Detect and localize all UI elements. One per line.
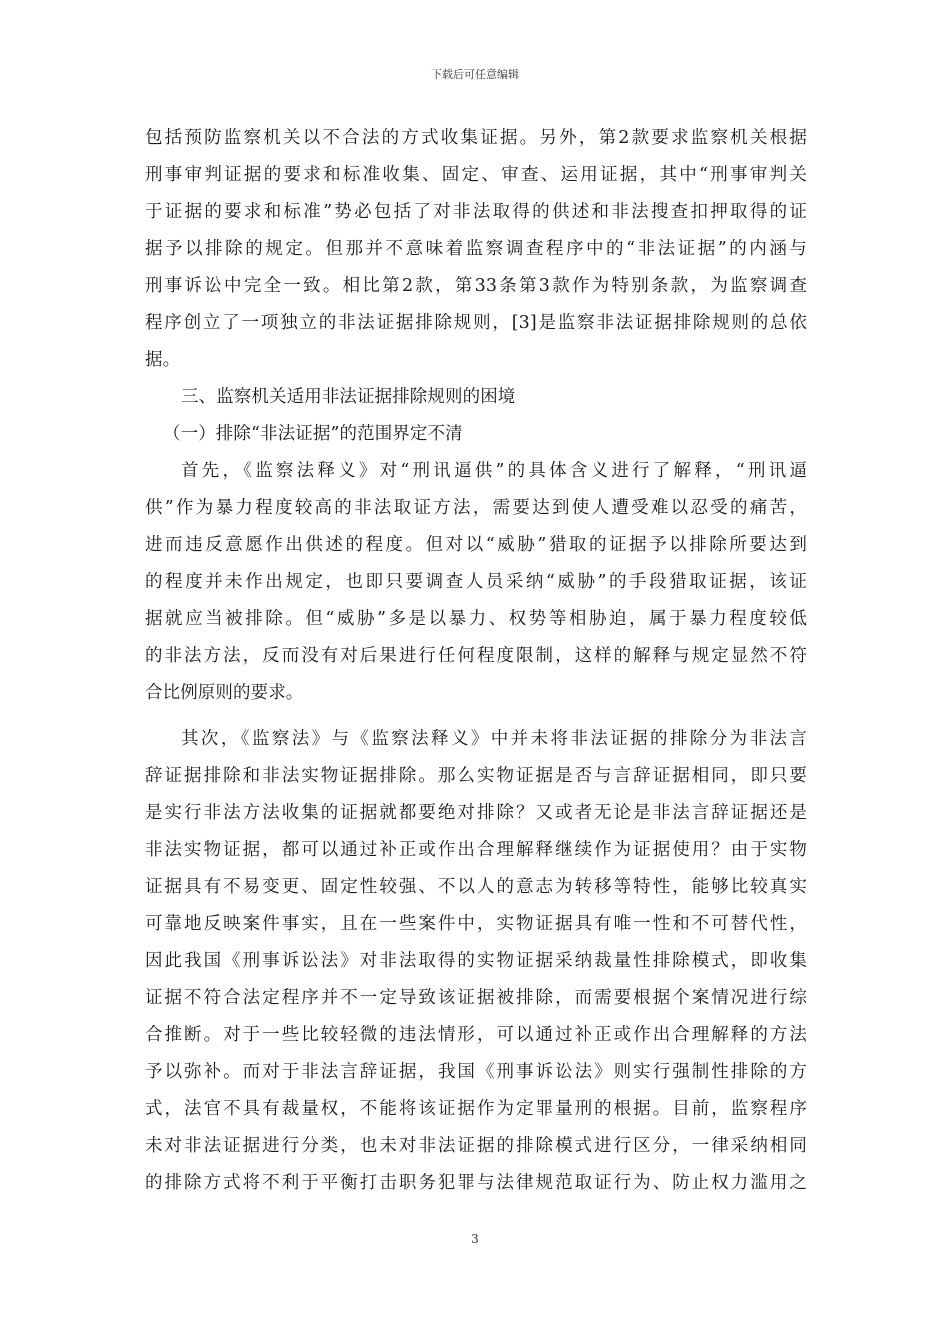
text-line: 予以弥补。而对于非法言辞证据，我国《刑事诉讼法》则实行强制性排除的方 [145, 1062, 807, 1082]
text-line: 辞证据排除和非法实物证据排除。那么实物证据是否与言辞证据相同，即只要 [145, 766, 807, 786]
section-heading: 三、监察机关适用非法证据排除规则的困境 [181, 387, 516, 407]
text-line: 非法实物证据，都可以通过补正或作出合理解释继续作为证据使用？由于实物 [145, 840, 807, 860]
text-line: 的程度并未作出规定，也即只要调查人员采纳“威胁”的手段猎取证据，该证 [145, 572, 807, 592]
document-body [145, 120, 807, 1202]
text-line: 是实行非法方法收集的证据就都要绝对排除？又或者无论是非法言辞证据还是 [145, 803, 807, 823]
text-line: 证据不符合法定程序并不一定导致该证据被排除，而需要根据个案情况进行综 [145, 988, 807, 1008]
text-line: 证据具有不易变更、固定性较强、不以人的意志为转移等特性，能够比较真实 [145, 877, 807, 897]
paragraph [145, 120, 807, 379]
page-number: 3 [471, 1232, 479, 1246]
text-line: 包括预防监察机关以不合法的方式收集证据。另外，第2款要求监察机关根据 [145, 128, 807, 148]
text-line: 式，法官不具有裁量权，不能将该证据作为定罪量刑的根据。目前，监察程序 [145, 1099, 807, 1119]
text-line: 的非法方法，反而没有对后果进行任何程度限制，这样的解释与规定显然不符 [145, 646, 807, 666]
subsection-heading: （一）排除“非法证据”的范围界定不清 [163, 424, 463, 444]
text-line: 刑事审判证据的要求和标准收集、固定、审查、运用证据，其中“刑事审判关 [145, 165, 807, 185]
text-line: 进而违反意愿作出供述的程度。但对以“威胁”猎取的证据予以排除所要达到 [145, 535, 807, 555]
text-line: 据予以排除的规定。但那并不意味着监察调查程序中的“非法证据”的内涵与 [145, 239, 807, 259]
text-line: 首先，《监察法释义》对“刑讯逼供”的具体含义进行了解释，“刑讯逼 [181, 461, 807, 481]
text-line: 可靠地反映案件事实，且在一些案件中，实物证据具有唯一性和不可替代性， [145, 914, 807, 934]
paragraph [145, 453, 807, 712]
text-line: 据就应当被排除。但“威胁”多是以暴力、权势等相胁迫，属于暴力程度较低 [145, 609, 807, 629]
text-line: 供”作为暴力程度较高的非法取证方法，需要达到使人遭受难以忍受的痛苦， [145, 498, 807, 518]
text-line: 其次，《监察法》与《监察法释义》中并未将非法证据的排除分为非法言 [181, 729, 807, 749]
text-line: 合比例原则的要求。 [145, 683, 304, 703]
text-line: 因此我国《刑事诉讼法》对非法取得的实物证据采纳裁量性排除模式，即收集 [145, 951, 807, 971]
text-line: 于证据的要求和标准”势必包括了对非法取得的供述和非法搜查扣押取得的证 [145, 202, 807, 222]
text-line: 的排除方式将不利于平衡打击职务犯罪与法律规范取证行为、防止权力滥用之 [145, 1173, 807, 1193]
text-line: 刑事诉讼中完全一致。相比第2款，第33条第3款作为特别条款，为监察调查 [145, 276, 807, 296]
paragraph [145, 721, 807, 1202]
text-line: 程序创立了一项独立的非法证据排除规则，[3]是监察非法证据排除规则的总依 [145, 313, 807, 333]
text-line: 据。 [145, 350, 181, 370]
text-line: 未对非法证据进行分类，也未对非法证据的排除模式进行区分，一律采纳相同 [145, 1136, 807, 1156]
text-line: 合推断。对于一些比较轻微的违法情形，可以通过补正或作出合理解释的方法 [145, 1025, 807, 1045]
page-header: 下载后可任意编辑 [431, 68, 519, 81]
